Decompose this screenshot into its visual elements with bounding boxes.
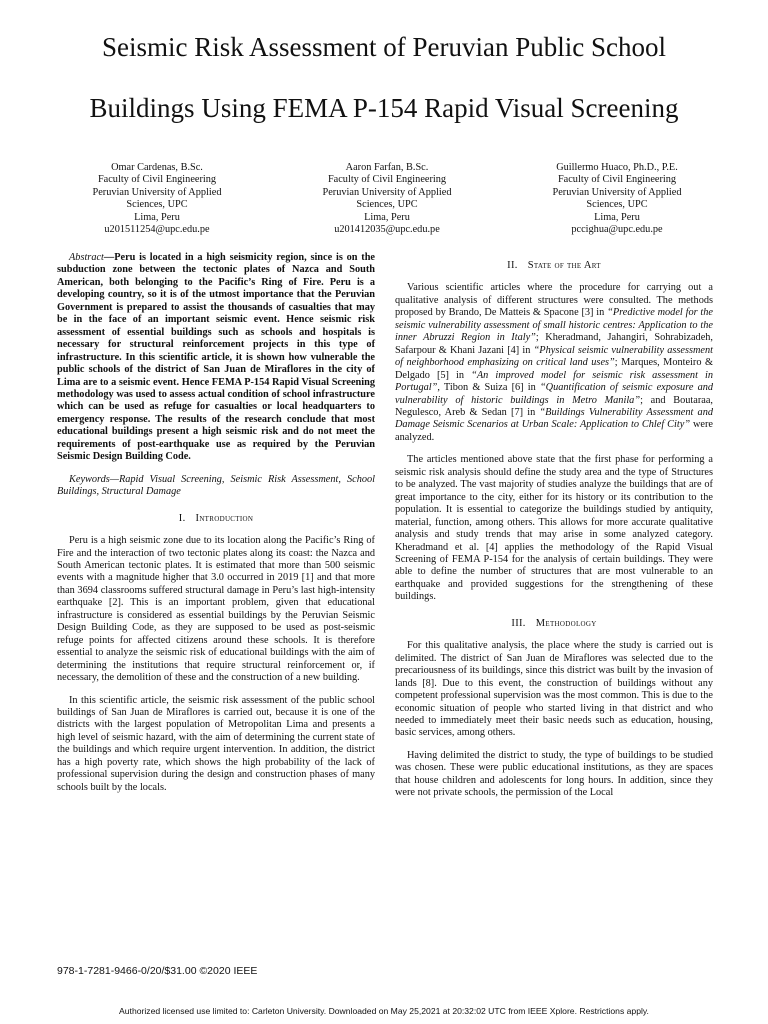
right-column — [395, 252, 713, 800]
author-univ: Peruvian University of Applied — [552, 186, 682, 198]
author-univ: Sciences, UPC — [126, 199, 188, 211]
author-univ: Peruvian University of Applied — [322, 186, 452, 198]
author-name: Guillermo Huaco, Ph.D., P.E. — [556, 162, 678, 173]
state-paragraph-2: The articles mentioned above state that the first phase for performing a seismic risk analysis should define the study area and the type of Structures to be analyzed. The vast majority of studies analyze the buildings that are of great importance to the city, either for its history or its contribution to the population. It is essential to categorize the buildings studied by antiquity, material, function, among others. This allows for more accurate qualitative analysis and study trends that may arise in some analyzed category. Kheradmand et al. [4] applies the methodology of the Rapid Visual Screening of FEMA P-154 for the analysis of certain buildings. They were able to define the number of structures that are most vulnerable to an earthquake and provided suggestions for the strengthening of these buildings. — [395, 454, 713, 603]
author-city: Lima, Peru — [364, 211, 410, 223]
section-number: III. — [511, 617, 526, 629]
section-title: Methodology — [535, 617, 597, 629]
author-city: Lima, Peru — [134, 211, 180, 223]
section-heading-introduction — [57, 513, 375, 525]
section-heading-methodology — [395, 618, 713, 630]
abstract-label: Abstract — [69, 252, 104, 263]
author-univ: Sciences, UPC — [356, 199, 418, 211]
author-3 — [522, 162, 712, 236]
author-email: u201412035@upc.edu.pe — [334, 224, 440, 236]
text-run: , Tibon & Suiza [6] in — [437, 382, 540, 394]
state-paragraph-1 — [395, 282, 713, 444]
author-dept: Faculty of Civil Engineering — [557, 174, 677, 186]
paper-title-line-2: Buildings Using FEMA P-154 Rapid Visual Screening — [89, 93, 679, 123]
intro-paragraph-1: Peru is a high seismic zone due to its location along the Pacific’s Ring of Fire and the interaction of two tectonic plates along its coast: the Nazca and South American tectonic plates. It is estimated that more than 500 seismic events with a magnitude higher that 3.0 occurred in 2019 [1] and that more than 3694 classrooms suffered structural damage in Peru’s last high-intensity earthquake [2]. This is an important problem, given that educational infrastructure is considered as essential buildings by the Peruvian Seismic Design Building Code, as they are supposed to be used as post-seismic refuge points for affected citizens around these schools. It is therefore essential to analyze the seismic risk of educational buildings with the aim of determining the institutions that require structural reinforcement or, if necessary, the demolition of these and the construction of a new building. — [57, 535, 375, 684]
cited-title: “An improved model for seismic risk assessment in Portugal” — [395, 369, 714, 394]
author-dept: Faculty of Civil Engineering — [97, 174, 217, 186]
cited-title: “Quantification of seismic exposure and vulnerability of historic buildings in Metro Manila” — [395, 382, 714, 406]
author-1 — [62, 162, 252, 236]
author-dept: Faculty of Civil Engineering — [327, 174, 447, 186]
section-title: State of the Art — [527, 260, 601, 271]
cited-title: “Physical seismic vulnerability assessment of neighborhood emphasizing on critical land uses” — [395, 344, 713, 369]
license-footer: Authorized licensed use limited to: Carleton University. Downloaded on May 25,2021 at 20:32:02 UTC from IEEE Xplore. Restrictions apply. — [119, 1006, 649, 1016]
author-name: Aaron Farfan, B.Sc. — [345, 162, 429, 173]
author-univ: Sciences, UPC — [586, 199, 648, 211]
section-number: I. — [178, 512, 186, 524]
method-paragraph-1: For this qualitative analysis, the place where the study is carried out is delimited. The district of San Juan de Miraflores was selected due to the precariousness of its buildings, since this district was built by the invasion of lands [8]. Due to this event, the construction of buildings without any competent professional supervision was the most common. This is due to the economic situation of people who started living in that district and who needed to immediately meet their basic needs such as education, housing, basic services, among others. — [395, 640, 713, 739]
author-name: Omar Cardenas, B.Sc. — [111, 162, 203, 173]
intro-paragraph-2: In this scientific article, the seismic risk assessment of the public school buildings of San Juan de Miraflores is carried out, because it is one of the districts with the largest population of Metropolitan Lima and presents a high level of seismic hazard, with the aim of determining the current state of the buildings and which require urgent intervention. In addition, the district has a high poverty rate, which shows the high probability of the lack of professional supervision during the design and construction phases of many schools built by the locals. — [57, 694, 375, 793]
isbn-footer: 978-1-7281-9466-0/20/$31.00 ©2020 IEEE — [57, 965, 258, 977]
text-run: ; and Boutaraa, Negulesco, Areb & Sedan [7] in — [395, 394, 713, 418]
author-univ: Peruvian University of Applied — [92, 186, 222, 198]
cited-title: “Buildings Vulnerability Assessment and Damage Seismic Scenarios at Urban Scale: Application to Chlef City” — [395, 406, 713, 431]
abstract — [57, 252, 375, 464]
author-email: u201511254@upc.edu.pe — [104, 224, 210, 236]
abstract-text: Peru is located in a high seismicity region, since is on the subduction zone between the tectonic plates of Nazca and South American, both belonging to the Pacific’s Ring of Fire. Peru is a developing country, so it is of the utmost importance that the Peruvian Government is prepared to assist the thousands of casualties that may be in the face of an important seismic event. Hence seismic risk assessment of essential buildings such as schools and hospitals is necessary for structural reinforcement projects in this type of infrastructure. In this scientific article, it is shown how vulnerable the public schools of the district of San Juan de Miraflores in the city of Lima are to a seismic event. Hence FEMA P-154 Rapid Visual Screening methodology was used to assess actual condition of school infrastructure which can be used as refuge for casualties or local headquarters to emergency response. The results of the research conclude that most educational buildings present a high seismic risk and do not meet the requirements of post-earthquake use as required by the Peruvian Seismic Design Building Code. — [57, 252, 375, 463]
author-2 — [292, 162, 482, 236]
cited-title: “Predictive model for the seismic vulnerability assessment of small historic centres: Application to the inner Abruzzi Region in Italy” — [395, 307, 713, 344]
abstract-dash: — — [103, 252, 115, 263]
left-column — [57, 252, 375, 794]
text-run: Various scientific articles where the procedure for carrying out a qualitative analysis of different structures were consulted. The methods proposed by Brando, De Matteis & Spacone [3] in — [395, 282, 713, 319]
author-email: pccighua@upc.edu.pe — [571, 224, 663, 236]
text-run: ; Kheradmand, Jahangiri, Sohrabizadeh, Safarpour & Khani Jazani [4] in — [395, 332, 713, 356]
author-city: Lima, Peru — [594, 211, 640, 223]
section-title: Introduction — [195, 512, 254, 524]
section-number: II. — [507, 260, 518, 271]
keywords: Keywords—Rapid Visual Screening, Seismic Risk Assessment, School Buildings, Structural Damage — [57, 473, 375, 498]
text-run: ; Marques, Monteiro & Delgado [5] in — [395, 357, 713, 381]
section-heading-state-of-the-art — [395, 260, 713, 272]
method-paragraph-2: Having delimited the district to study, the type of buildings to be studied was chosen. These were public educational institutions, as they are spaces that house children and adolescents for long hours. In addition, since they were not private schools, the permission of the Local — [395, 749, 713, 799]
paper-title-line-1: Seismic Risk Assessment of Peruvian Public School — [102, 32, 666, 62]
author-block — [62, 162, 712, 236]
text-run: were analyzed. — [395, 419, 713, 443]
